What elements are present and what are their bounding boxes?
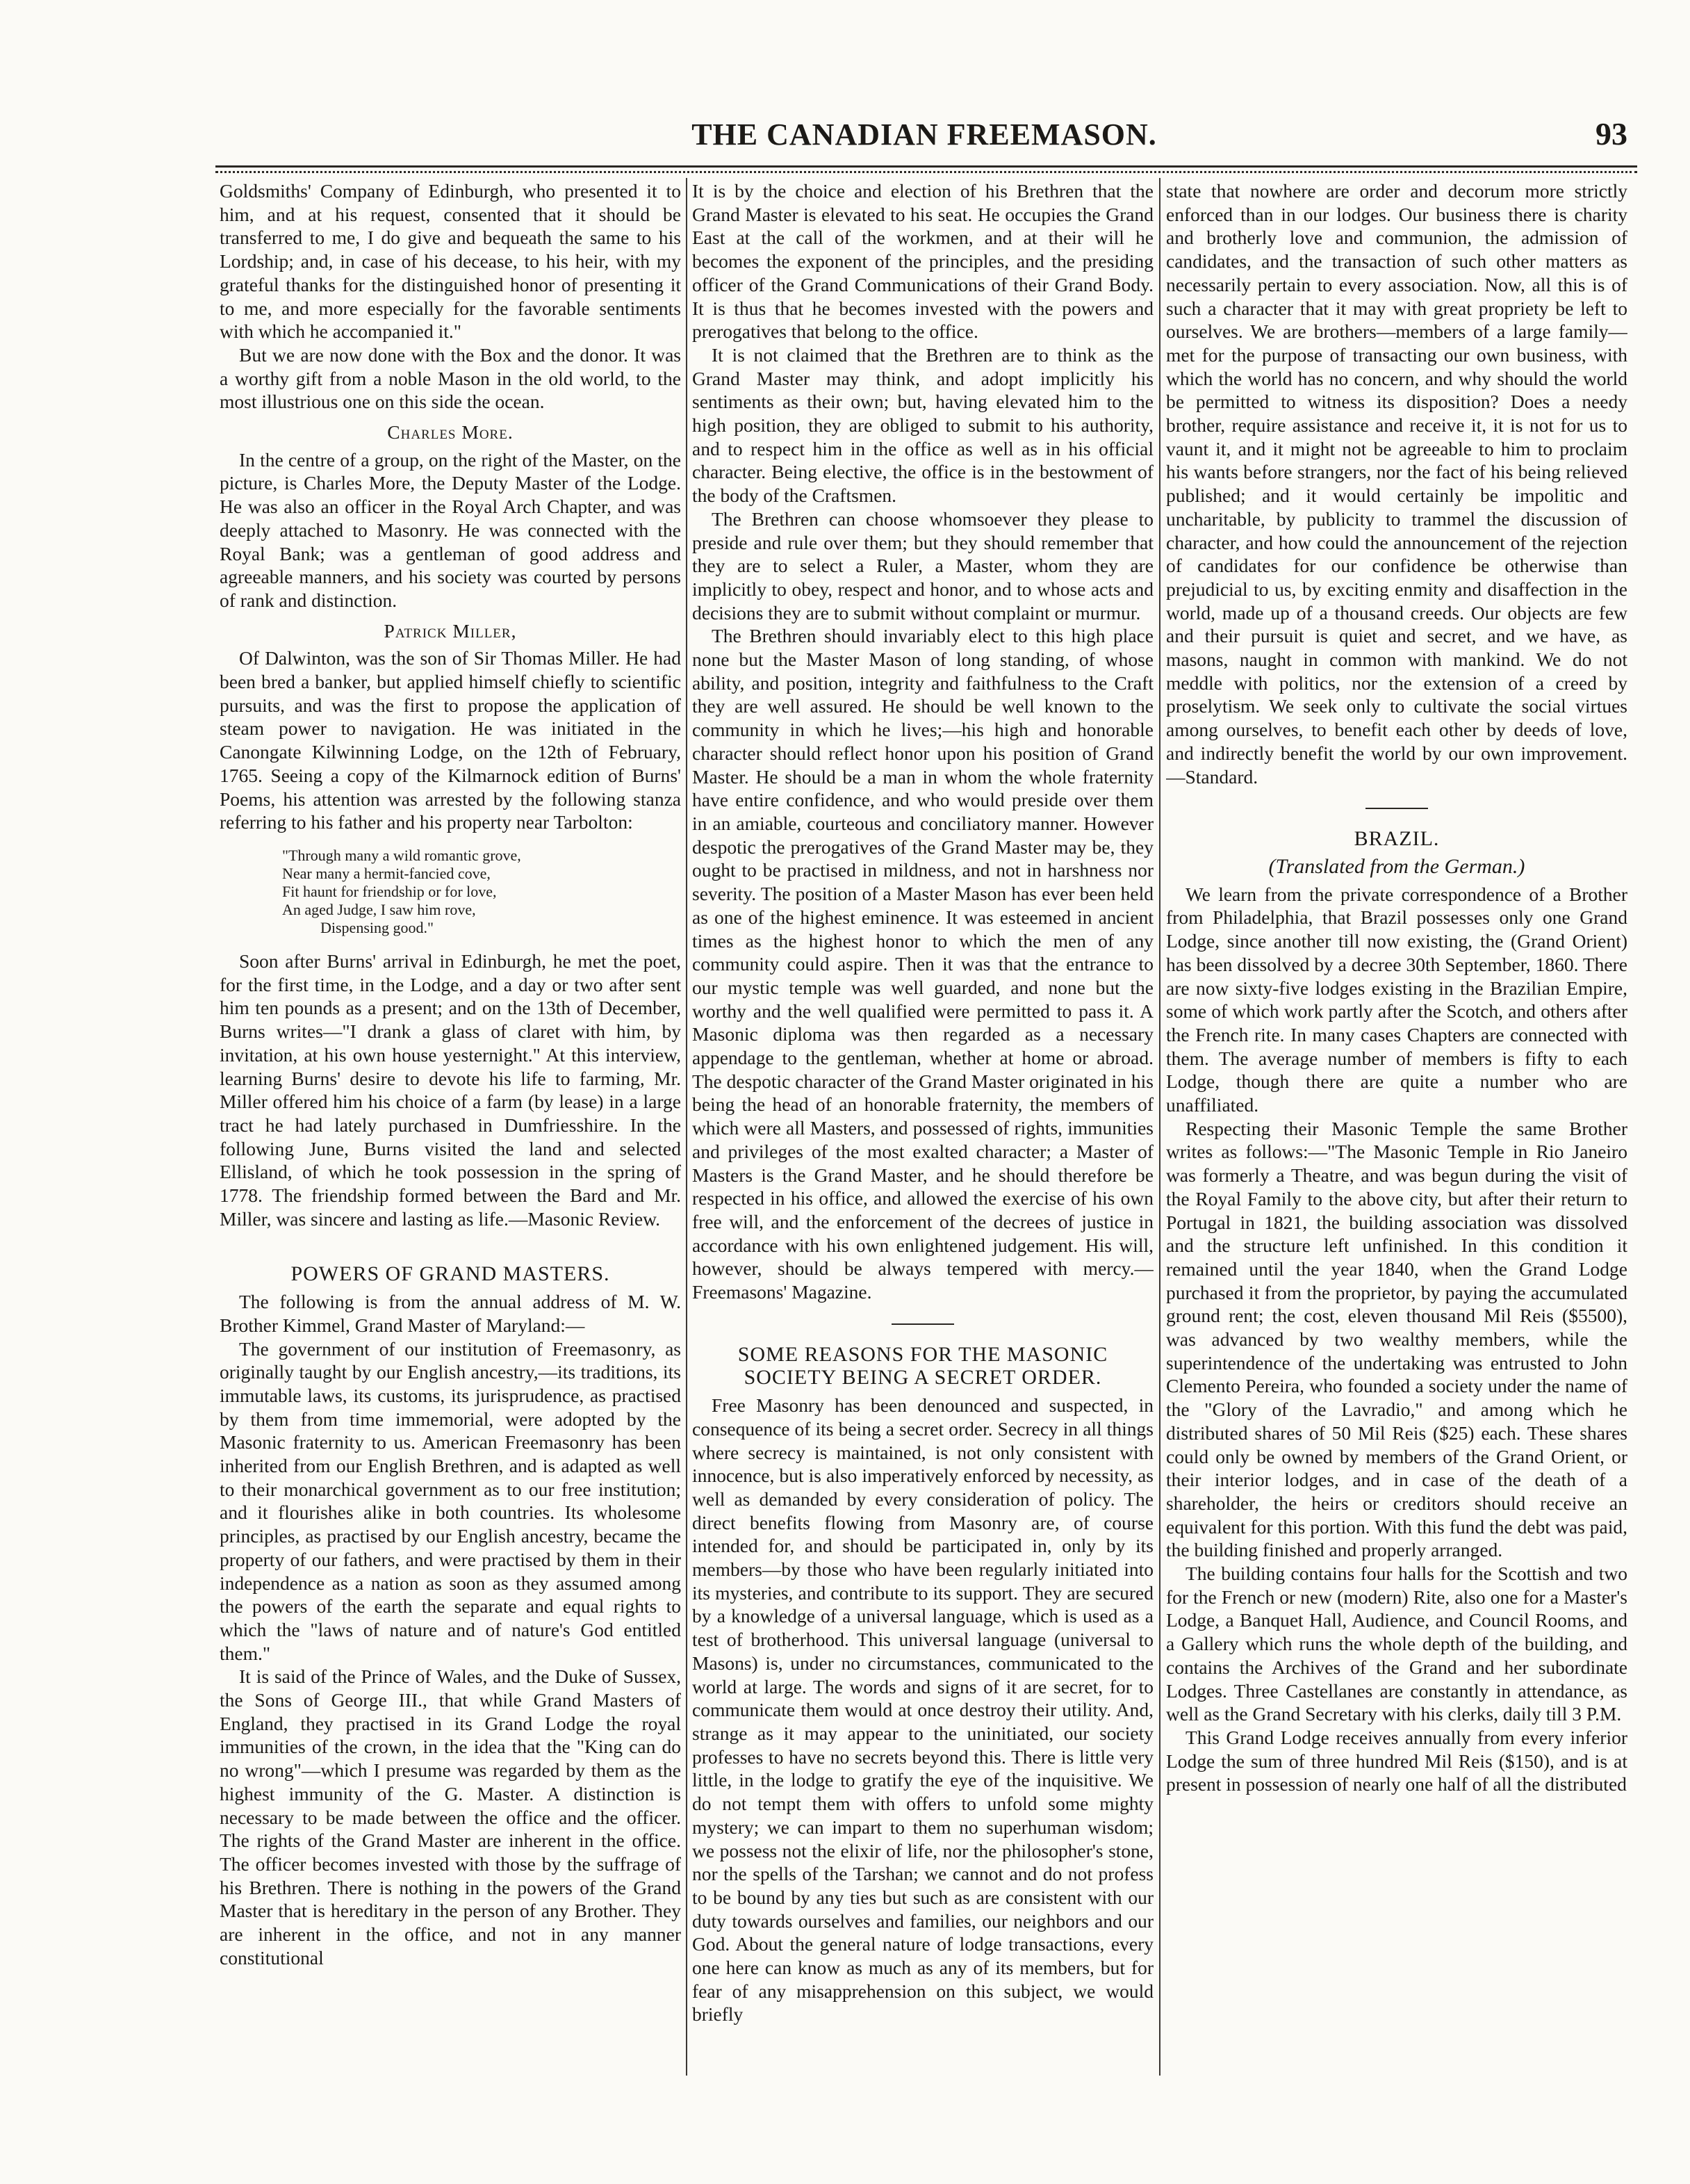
separator-rule <box>892 1323 954 1325</box>
paragraph: The government of our institution of Freemasonry, as originally taught by our English ancestry,—its traditions, its immutable laws, its customs, its jurisprudence, as practised by them from time immemorial, were adopted by the Masonic fraternity to us. American Freemasonry has been inherited from our English Brethren, and is adapted as well to their monarchical government as to our free institution; and it flourishes alike in both countries. Its wholesome principles, as practised by our English ancestry, became the property of our fathers, and were practised by them in their independence as a nation as soon as they assumed among the powers of the earth the separate and equal rights to which the "laws of nature and of nature's God entitled them." <box>220 1337 681 1664</box>
paragraph: It is not claimed that the Brethren are to think as the Grand Master may think, and adopt implicitly his sentiments as their own; but, having elevated him to the high position, they are obliged to submit to his authority, and to respect him in the office as well as in his official character. Being elective, the office is in the bestowment of the body of the Craftsmen. <box>692 343 1154 507</box>
section-heading-powers-of-grand-masters: POWERS OF GRAND MASTERS. <box>290 1262 610 1286</box>
page-header <box>208 117 1640 158</box>
section-heading-patrick-miller: Patrick Miller, <box>384 619 517 642</box>
paragraph: The Brethren can choose whomsoever they please to preside and rule over them; but they should remember that they are to select a Ruler, a Master, whom they are implicitly to obey, respect and honor, and to whose acts and decisions they are to submit without complaint or murmur. <box>692 507 1154 624</box>
poem-line: An aged Judge, I saw him rove, <box>282 900 476 918</box>
paragraph: The Brethren should invariably elect to this high place none but the Master Mason of long standing, of whose ability, and position, integrity and faithfulness to the Craft they are well assured. He should be well known to the community in which he lives;—his high and honorable character should reflect honor upon his position of Grand Master. He should be a man in whom the whole fraternity have entire confidence, and who would preside over them in an amiable, courteous and conciliatory manner. However despotic the prerogatives of the Grand Master may be, they ought to be practised in mildness, and not in harshness nor severity. The position of a Master Mason has ever been held as one of the highest eminence. It was esteemed in ancient times as the highest honor to which the men of any community could aspire. Then it was that the entrance to our mystic temple was well guarded, and none but the worthy and the well qualified were permitted to pass it. A Masonic diploma was then regarded as a necessary appendage to the gentleman, whether at home or abroad. The despotic character of the Grand Master originated in his being the head of an honorable fraternity, the members of which were all Masters, and possessed of rights, immunities and privileges of the most exalted character; a Master of Masters is the Grand Master, and he should therefore be respected in his office, and allowed the exercise of his own free will, and the enforcement of the decrees of justice in accordance with his own enlightened judgement. His will, however, should be always tempered with mercy.—Freemasons' Magazine. <box>692 625 1154 1303</box>
column-divider <box>686 178 687 2076</box>
running-title: THE CANADIAN FREEMASON. <box>691 117 1157 152</box>
column-left <box>220 179 681 2098</box>
paragraph: The building contains four halls for the Scottish and two for the French or new (modern) Rite, also one for a Master's Lodge, a Banquet Hall, Audience, and Council Rooms, and a Gallery which runs the whole depth of the building, and contains the Archives of the Grand and her subordinate Lodges. Three Castellanes are constantly in attendance, as well as the Grand Secretary with his clerks, daily till 3 P.M. <box>1166 1563 1627 1725</box>
poem-line: "Through many a wild romantic grove, <box>282 846 521 864</box>
paragraph: The following is from the annual address of M. W. Brother Kimmel, Grand Master of Maryland:— <box>220 1291 681 1336</box>
column-middle <box>692 179 1154 2098</box>
separator-rule <box>1365 808 1428 809</box>
page-number: 93 <box>1595 116 1627 152</box>
poem-line: Fit haunt for friendship or for love, <box>282 882 497 900</box>
paragraph: Free Masonry has been denounced and suspected, in consequence of its being a secret order. Secrecy in all things where secrecy is maintained, is not only consistent with innocence, but is also imperatively enforced by necessity, as well as demanded by every consideration of policy. The direct benefits flowing from Masonry are, of course intended for, and should be participated in, only by its members—by those who have been regularly initiated into its mysteries, and contribute to its support. They are secured by a knowledge of a universal language, which is used as a test of brotherhood. This universal language (universal to Masons) is, under no circumstances, communicated to the world at large. The words and signs of it are secret, for to communicate them would at once destroy their utility. And, strange as it may appear to the uninitiated, our society professes to have no secrets beyond this. There is little very little, in the lodge to gratify the eye of the inquisitive. We do not tempt them with offers to unfold some mighty mystery; we can impart to them no superhuman wisdom; we possess not the elixir of life, nor the philosopher's stone, nor the spells of the Tarshan; we cannot and do not profess to be bound by any ties but such as are consistent with our duty towards ourselves and families, our neighbors and our God. About the general nature of lodge transactions, every one here can know as much as any of its members, but for fear of any misapprehension on this subject, we would briefly <box>692 1394 1154 2026</box>
paragraph: Respecting their Masonic Temple the same Brother writes as follows:—"The Masonic Temple in Rio Janeiro was formerly a Theatre, and was begun during the visit of the Royal Family to the above city, but after their return to Portugal in 1821, the building association was dissolved and the structure left unfinished. In this condition it remained until the year 1840, when the Grand Lodge purchased it from the proprietor, by paying the accumulated ground rent; the cost, eleven thousand Mil Reis ($5500), was advanced by two wealthy members, while the superintendence of the undertaking was entrusted to John Clemento Pereira, who founded a society under the name of the "Glory of the Lavradio," and among which he distributed shares of 50 Mil Reis ($25) each. These shares could only be owned by members of the Grand Orient, or their interior lodges, and in case of the death of a shareholder, the heirs or creditors should receive an equivalent for this portion. With this fund the debt was paid, the building finished and properly arranged. <box>1166 1117 1627 1561</box>
poem-stanza <box>282 847 681 937</box>
paragraph: Of Dalwinton, was the son of Sir Thomas Miller. He had been bred a banker, but applied himself chiefly to scientific pursuits, and was the first to propose the application of steam power to navigation. He was initiated in the Canongate Kilwinning Lodge, on the 12th of February, 1765. Seeing a copy of the Kilmarnock edition of Burns' Poems, his attention was arrested by the following stanza referring to his father and his property near Tarbolton: <box>220 647 681 833</box>
paragraph: But we are now done with the Box and the donor. It was a worthy gift from a noble Mason in the old world, to the most illustrious one on this side the ocean. <box>220 343 681 413</box>
paragraph: This Grand Lodge receives annually from every inferior Lodge the sum of three hundred Mil Reis ($150), and is at present in possession of nearly one half of all the distributed <box>1166 1727 1627 1795</box>
paragraph: Soon after Burns' arrival in Edinburgh, he met the poet, for the first time, in the Lodge, and a day or two after sent him ten pounds as a present; and on the 13th of December, Burns writes—"I drank a glass of claret with him, by invitation, at his own house yesternight." At this interview, learning Burns' desire to devote his life to farming, Mr. Miller offered him his choice of a farm (by lease) in a large tract he had lately purchased in Dumfriesshire. In the following June, Burns visited the land and selected Ellisland, of which he took possession in the spring of 1778. The friendship formed between the Bard and Mr. Miller, was sincere and lasting as life.—Masonic Review. <box>220 950 681 1230</box>
column-divider <box>1159 178 1160 2076</box>
paragraph: Goldsmiths' Company of Edinburgh, who presented it to him, and at his request, consented that it should be transferred to me, I do give and bequeath the same to his Lordship; and, in case of his decease, to his heir, with my grateful thanks for the distinguished honor of presenting it to me, and more especially for the favorable sentiments with which he accompanied it." <box>220 180 681 343</box>
header-rule-dotted <box>215 171 1637 173</box>
paragraph: In the centre of a group, on the right of the Master, on the picture, is Charles More, the Deputy Master of the Lodge. He was also an officer in the Royal Arch Chapter, and was deeply attached to Masonry. He was connected with the Royal Bank; was a gentleman of good address and agreeable manners, and his society was courted by persons of rank and distinction. <box>220 448 681 611</box>
header-rule <box>215 165 1637 168</box>
paragraph: It is said of the Prince of Wales, and the Duke of Sussex, the Sons of George III., that while Grand Masters of England, they practised in its Grand Lodge the royal immunities of the crown, in the idea that the "King can do no wrong"—which I presume was regarded by them as the highest immunity of the G. Master. A distinction is necessary to be made between the office and the officer. The rights of the Grand Master are inherent in the office. The officer becomes invested with those by the suffrage of his Brethren. There is nothing in the powers of the Grand Master that is hereditary in the person of any Brother. They are inherent in the office, and not in any manner constitutional <box>220 1665 681 1969</box>
section-subheading: (Translated from the German.) <box>1268 854 1525 878</box>
section-heading-charles-more: Charles More. <box>387 421 514 443</box>
paragraph: It is by the choice and election of his Brethren that the Grand Master is elevated to his seat. He occupies the Grand East at the call of the workmen, and at their will he becomes the exponent of the principles, and the presiding officer of the Grand Communications of their Grand Body. It is thus that he becomes invested with the powers and prerogatives that belong to the office. <box>692 180 1154 343</box>
column-right <box>1166 179 1627 2098</box>
paragraph: state that nowhere are order and decorum more strictly enforced than in our lodges. Our business there is charity and brotherly love and communion, the admission of candidates, and the transaction of such other matters as necessarily pertain to every association. Now, all this is of such a character that it may with great propriety be left to ourselves. We are brothers—members of a large family—met for the purpose of transacting our own business, with which the world has no concern, and why should the world be permitted to witness its disposition? Does a needy brother, require assistance and receive it, it is not for us to vaunt it, and it might not be agreeable to him to proclaim his wants before strangers, nor the fact of his being relieved published; and it would certainly be impolitic and uncharitable, by publicity to trammel the discussion of character, and how could the announcement of the rejection of candidates for our confidence be otherwise than prejudicial to us, by exciting enmity and disaffection in the world, made up of a thousand creeds. Our objects are few and their pursuit is quiet and secret, and we have, as masons, naught in common with mankind. We do not meddle with politics, nor the extension of a creed by proselytism. We seek only to cultivate the social virtues among ourselves, to benefit each other by deeds of love, and indirectly benefit the world by our own improvement.—Standard. <box>1166 180 1627 788</box>
section-heading-brazil: BRAZIL. <box>1354 827 1440 851</box>
section-heading-secret-order: SOME REASONS FOR THE MASONIC SOCIETY BEING A SECRET ORDER. <box>737 1342 1108 1390</box>
paragraph: We learn from the private correspondence of a Brother from Philadelphia, that Brazil possesses only one Grand Lodge, since another till now existing, the (Grand Orient) has been dissolved by a decree 30th September, 1860. There are now sixty-five lodges existing in the Brazilian Empire, some of which work partly after the Scotch, and others after the French rite. In many cases Chapters are connected with them. The average number of members is fifty to each Lodge, though there are quite a number who are unaffiliated. <box>1166 883 1627 1116</box>
poem-line: Dispensing good." <box>282 918 434 936</box>
poem-line: Near many a hermit-fancied cove, <box>282 864 491 882</box>
